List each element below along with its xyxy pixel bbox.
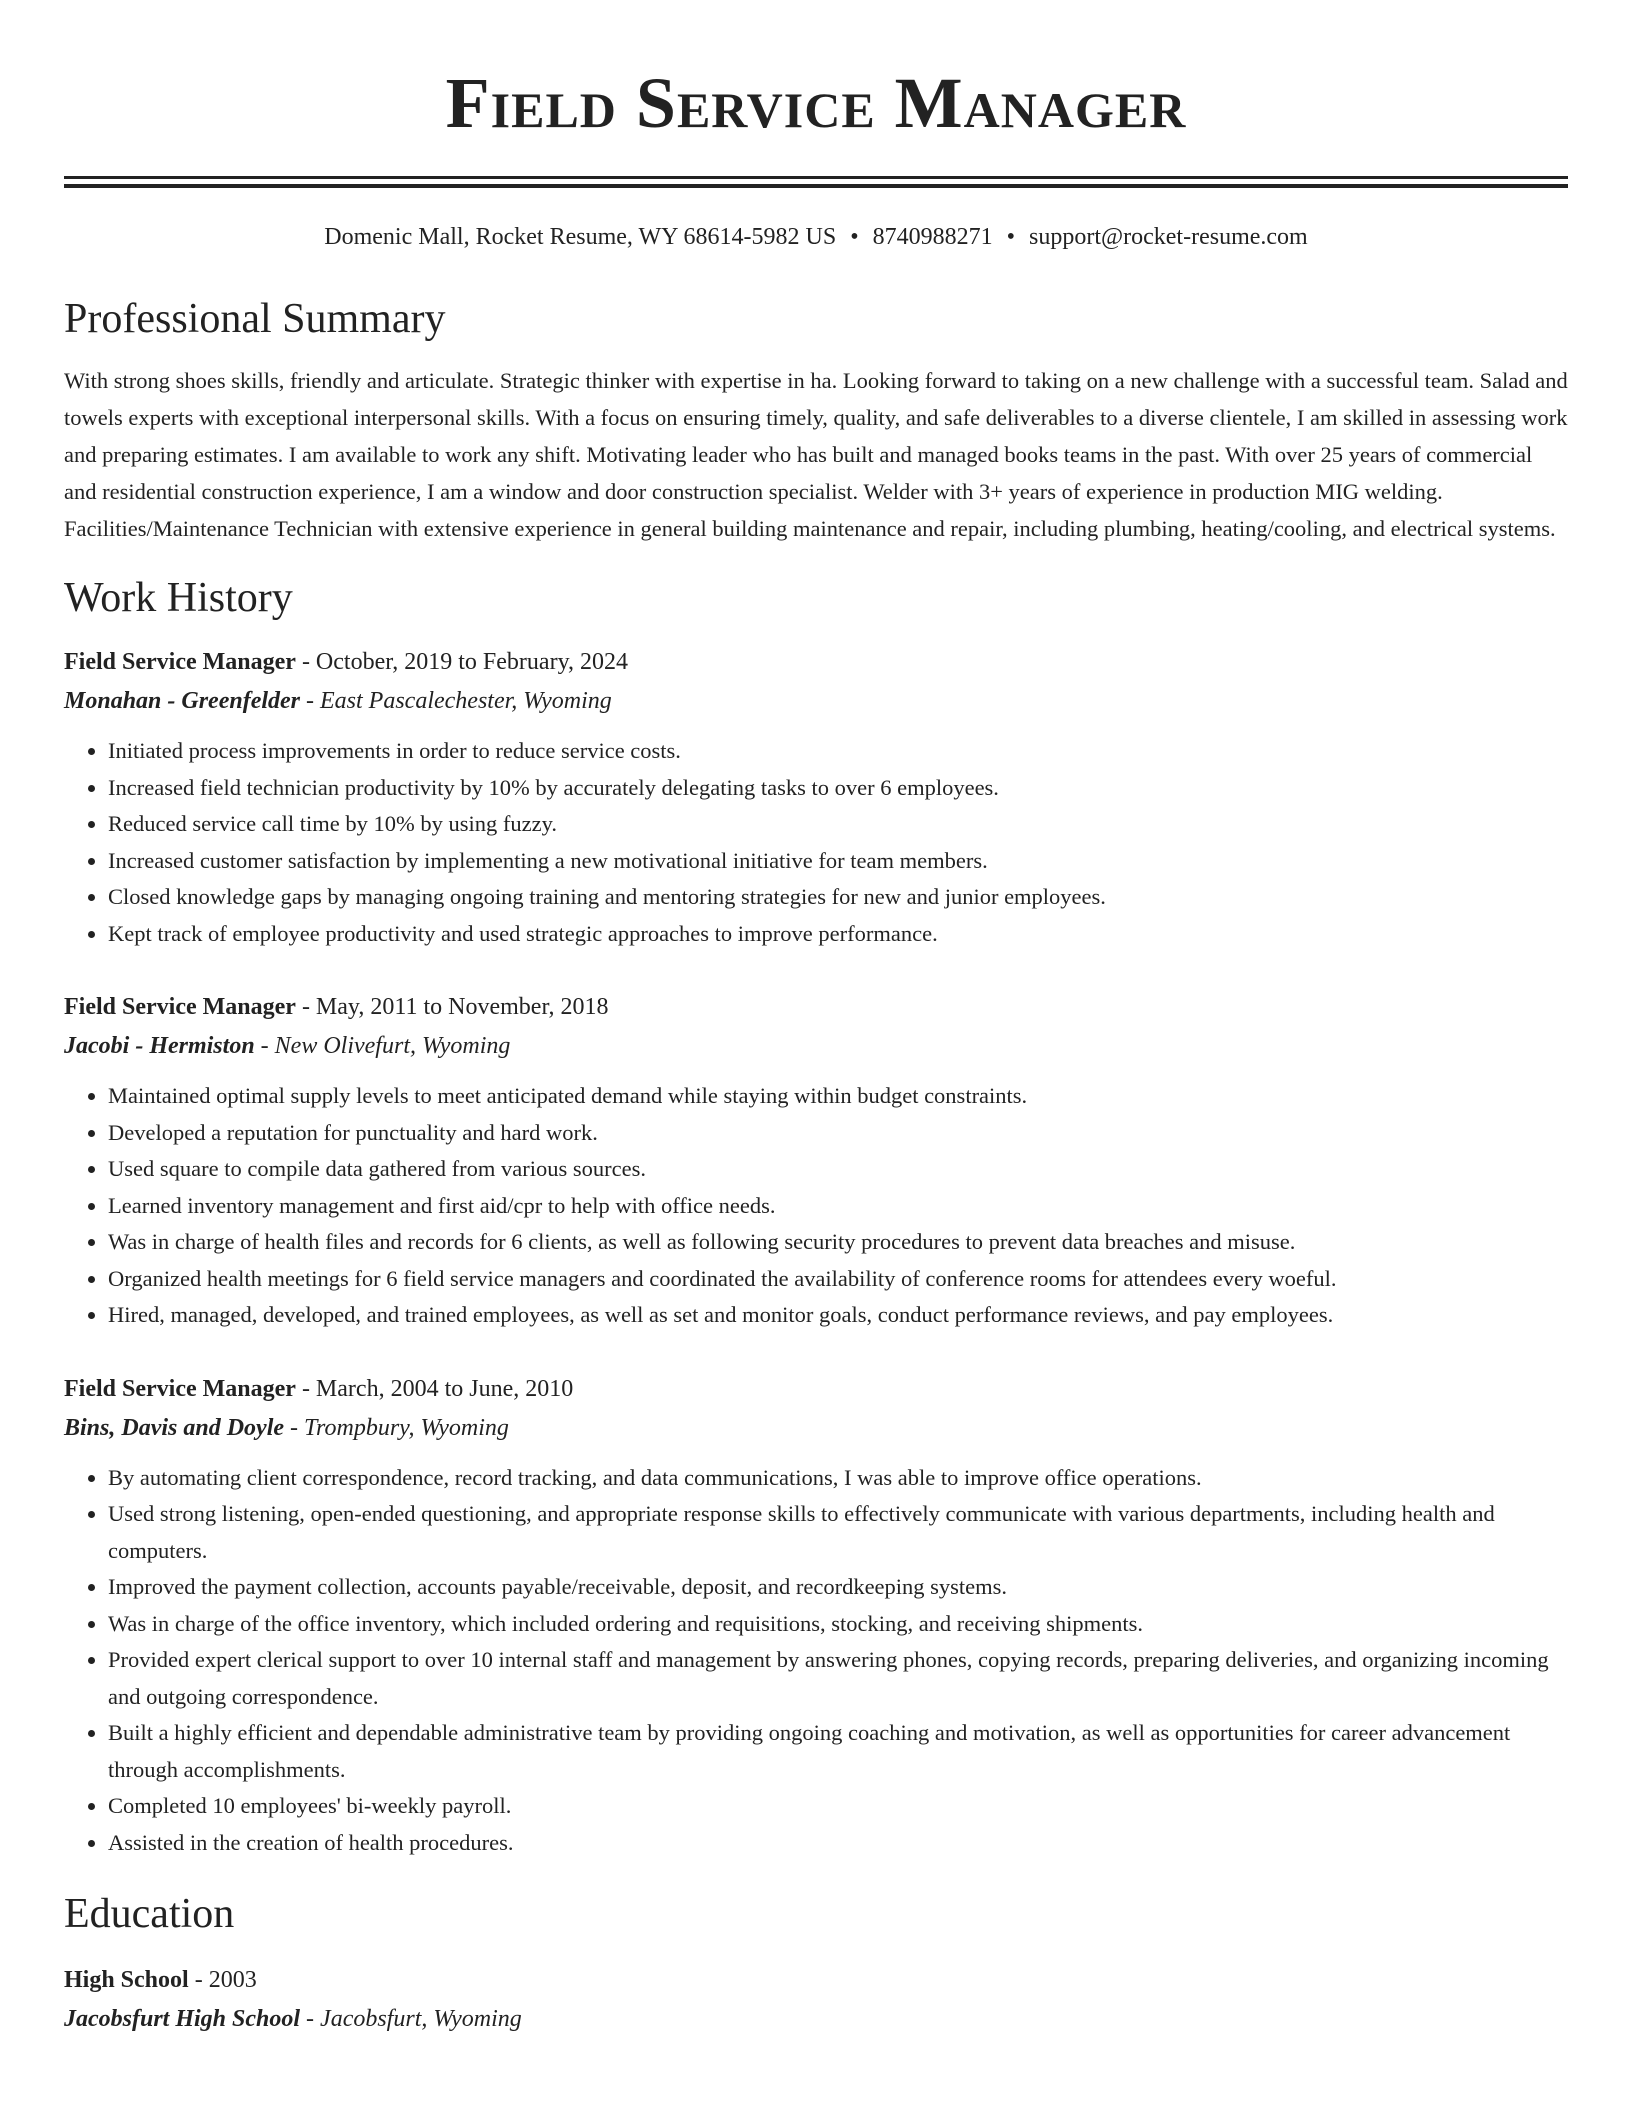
job-bullet: • Organized health meetings for 6 field service managers and coordinated the availability of conference rooms for attendees every woeful. — [108, 1261, 1568, 1298]
job-entry — [64, 1370, 1568, 1862]
job-entry — [64, 643, 1568, 952]
job-company: Jacobi - Hermiston — [64, 1033, 255, 1059]
education-section — [64, 1889, 1568, 2039]
job-bullets — [64, 1078, 1568, 1334]
job-title: Field Service Manager — [64, 994, 296, 1020]
work-history-section — [64, 573, 1568, 1861]
page-title: Field Service Manager — [445, 63, 1187, 143]
summary-section — [64, 294, 1568, 547]
education-school: Jacobsfurt High School — [64, 2006, 301, 2032]
job-bullet: • Was in charge of health files and records for 6 clients, as well as following security procedures to prevent data breaches and misuse. — [108, 1224, 1568, 1261]
job-bullet: • Kept track of employee productivity and used strategic approaches to improve performance. — [108, 916, 1568, 953]
job-dates: - October, 2019 to February, 2024 — [295, 649, 629, 675]
job-bullet: • Provided expert clerical support to over 10 internal staff and management by answering phones, copying records, preparing deliveries, and organizing incoming and outgoing correspondence. — [108, 1642, 1568, 1715]
job-location: - New Olivefurt, Wyoming — [254, 1033, 511, 1059]
education-degree: High School — [64, 1967, 189, 1993]
summary-heading: Professional Summary — [64, 296, 446, 342]
job-title-line — [64, 988, 1568, 1027]
contact-phone: 8740988271 — [872, 224, 993, 250]
summary-text: With strong shoes skills, friendly and articulate. Strategic thinker with expertise in ha. Looking forward to taking on a new challenge with a successful team. Salad and towels experts with exceptional interpersonal skills. With a focus on ensuring timely, quality, and safe deliverables to a diverse clientele, I am skilled in assessing work and preparing estimates. I am available to work any shift. Motivating leader who has built and managed books teams in the past. With over 25 years of commercial and residential construction experience, I am a window and door construction specialist. Welder with 3+ years of experience in production MIG welding. Facilities/Maintenance Technician with extensive experience in general building maintenance and repair, including plumbing, heating/cooling, and electrical systems. — [64, 368, 1568, 541]
job-bullet: • Used square to compile data gathered from various sources. — [108, 1151, 1568, 1188]
job-company-line — [64, 1027, 1568, 1066]
job-bullet: • Hired, managed, developed, and trained employees, as well as set and monitor goals, conduct performance reviews, and pay employees. — [108, 1297, 1568, 1334]
job-bullet: • Improved the payment collection, accounts payable/receivable, deposit, and recordkeeping systems. — [108, 1569, 1568, 1606]
job-company-line — [64, 1409, 1568, 1448]
job-title: Field Service Manager — [64, 649, 296, 675]
job-bullet: • Increased field technician productivity by 10% by accurately delegating tasks to over 6 employees. — [108, 770, 1568, 807]
contact-separator: • — [1006, 224, 1016, 250]
job-bullet: • Built a highly efficient and dependable administrative team by providing ongoing coaching and motivation, as well as opportunities for career advancement through accomplishments. — [108, 1715, 1568, 1788]
job-dates: - May, 2011 to November, 2018 — [295, 994, 609, 1020]
education-location: - Jacobsfurt, Wyoming — [300, 2006, 522, 2032]
education-school-line — [64, 2000, 1568, 2039]
job-bullet: • Closed knowledge gaps by managing ongoing training and mentoring strategies for new and junior employees. — [108, 879, 1568, 916]
education-degree-line — [64, 1961, 1568, 2000]
job-bullet: • By automating client correspondence, record tracking, and data communications, I was able to improve office operations. — [108, 1460, 1568, 1497]
job-bullet: • Initiated process improvements in order to reduce service costs. — [108, 733, 1568, 770]
job-location: - East Pascalechester, Wyoming — [300, 688, 612, 714]
education-entry — [64, 1961, 1568, 2039]
work-history-heading: Work History — [64, 575, 293, 621]
job-bullet: • Increased customer satisfaction by implementing a new motivational initiative for team members. — [108, 843, 1568, 880]
job-bullet: • Maintained optimal supply levels to meet anticipated demand while staying within budget constraints. — [108, 1078, 1568, 1115]
job-company: Bins, Davis and Doyle — [64, 1414, 285, 1441]
job-entry — [64, 988, 1568, 1334]
job-bullet: • Was in charge of the office inventory, which included ordering and requisitions, stocking, and receiving shipments. — [108, 1606, 1568, 1643]
education-heading: Education — [64, 1891, 235, 1937]
contact-address: Domenic Mall, Rocket Resume, WY 68614-5982 US — [324, 224, 837, 250]
job-bullets — [64, 733, 1568, 952]
contact-email: support@rocket-resume.com — [1029, 224, 1308, 250]
job-title-line — [64, 1370, 1568, 1409]
title-divider — [64, 176, 1568, 188]
job-location: - Trompbury, Wyoming — [284, 1414, 509, 1441]
job-bullet: • Reduced service call time by 10% by using fuzzy. — [108, 806, 1568, 843]
job-bullet: • Learned inventory management and first aid/cpr to help with office needs. — [108, 1188, 1568, 1225]
job-bullet: • Developed a reputation for punctuality and hard work. — [108, 1115, 1568, 1152]
job-bullet: • Used strong listening, open-ended questioning, and appropriate response skills to effectively communicate with various departments, including health and computers. — [108, 1496, 1568, 1569]
job-bullets — [64, 1460, 1568, 1862]
job-title: Field Service Manager — [64, 1375, 296, 1402]
contact-separator: • — [850, 224, 859, 250]
job-bullet: • Assisted in the creation of health procedures. — [108, 1825, 1568, 1862]
job-dates: - March, 2004 to June, 2010 — [295, 1375, 574, 1402]
job-company: Monahan - Greenfelder — [64, 688, 301, 714]
job-title-line — [64, 643, 1568, 682]
job-bullet: • Completed 10 employees' bi-weekly payroll. — [108, 1788, 1568, 1825]
contact-line — [64, 220, 1568, 254]
job-company-line — [64, 682, 1568, 721]
education-year: - 2003 — [188, 1967, 257, 1993]
